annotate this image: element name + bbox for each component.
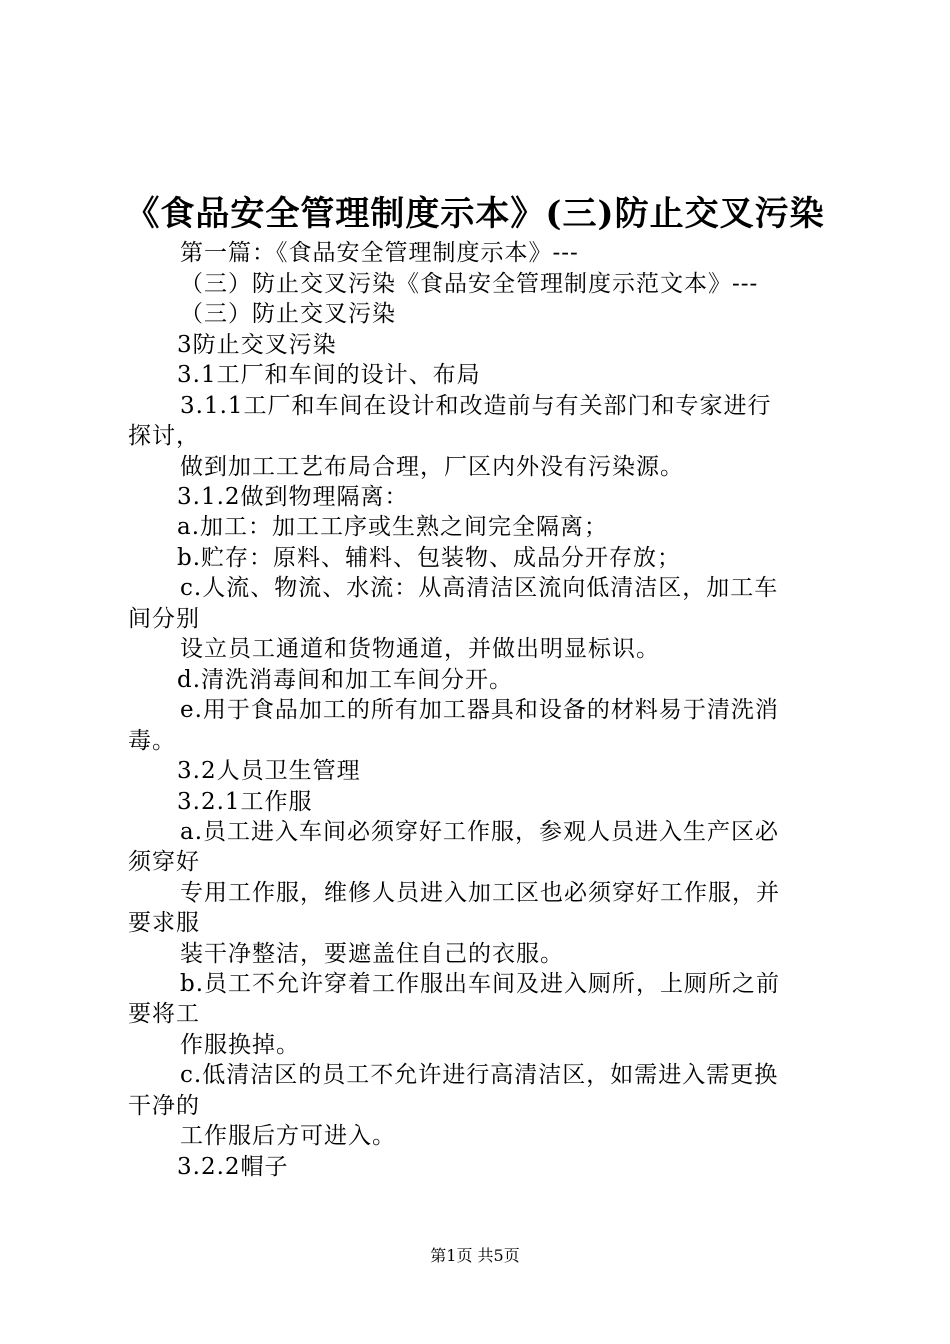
text-line: 3.2.1工作服: [177, 789, 313, 815]
text-line: 3.1工厂和车间的设计、布局: [177, 362, 481, 388]
text-line: a.员工进入车间必须穿好工作服，参观人员进入生产区必: [180, 819, 780, 845]
text-line: b.员工不允许穿着工作服出车间及进入厕所，上厕所之前: [180, 971, 781, 997]
text-line: （三）防止交叉污染《食品安全管理制度示范文本》---: [180, 271, 759, 297]
text-line: 3.2.2帽子: [177, 1154, 289, 1180]
text-line: a.加工：加工工序或生熟之间完全隔离；: [177, 514, 609, 540]
text-line: 干净的: [128, 1093, 200, 1119]
text-line: 探讨，: [128, 423, 200, 449]
document-title: 《食品安全管理制度示本》(三)防止交叉污染: [125, 194, 825, 234]
text-line: 工作服后方可进入。: [180, 1123, 396, 1149]
text-line: d.清洗消毒间和加工车间分开。: [177, 667, 514, 693]
text-line: c.低清洁区的员工不允许进行高清洁区，如需进入需更换: [180, 1062, 779, 1088]
text-line: 设立员工通道和货物通道，并做出明显标识。: [180, 636, 660, 662]
text-line: e.用于食品加工的所有加工器具和设备的材料易于清洗消: [180, 697, 779, 723]
text-line: （三）防止交叉污染: [180, 301, 396, 327]
text-line: 要将工: [128, 1001, 200, 1027]
text-line: 须穿好: [128, 849, 200, 875]
text-line: c.人流、物流、水流：从高清洁区流向低清洁区，加工车: [180, 575, 779, 601]
text-line: 做到加工工艺布局合理，厂区内外没有污染源。: [180, 454, 684, 480]
text-line: 要求服: [128, 910, 200, 936]
text-line: 3.2人员卫生管理: [177, 758, 361, 784]
page-footer: 第1页 共5页: [430, 1246, 520, 1265]
text-line: 间分别: [128, 606, 200, 632]
text-line: 专用工作服，维修人员进入加工区也必须穿好工作服，并: [180, 880, 780, 906]
text-line: 作服换掉。: [180, 1032, 300, 1058]
text-line: 毒。: [128, 728, 176, 754]
text-line: 第一篇：《食品安全管理制度示本》---: [180, 240, 579, 266]
text-line: 3防止交叉污染: [177, 332, 337, 358]
text-line: 装干净整洁，要遮盖住自己的衣服。: [180, 941, 564, 967]
text-line: 3.1.2做到物理隔离：: [177, 484, 409, 510]
text-line: 3.1.1工厂和车间在设计和改造前与有关部门和专家进行: [180, 393, 772, 419]
text-line: b.贮存：原料、辅料、包装物、成品分开存放；: [177, 545, 682, 571]
